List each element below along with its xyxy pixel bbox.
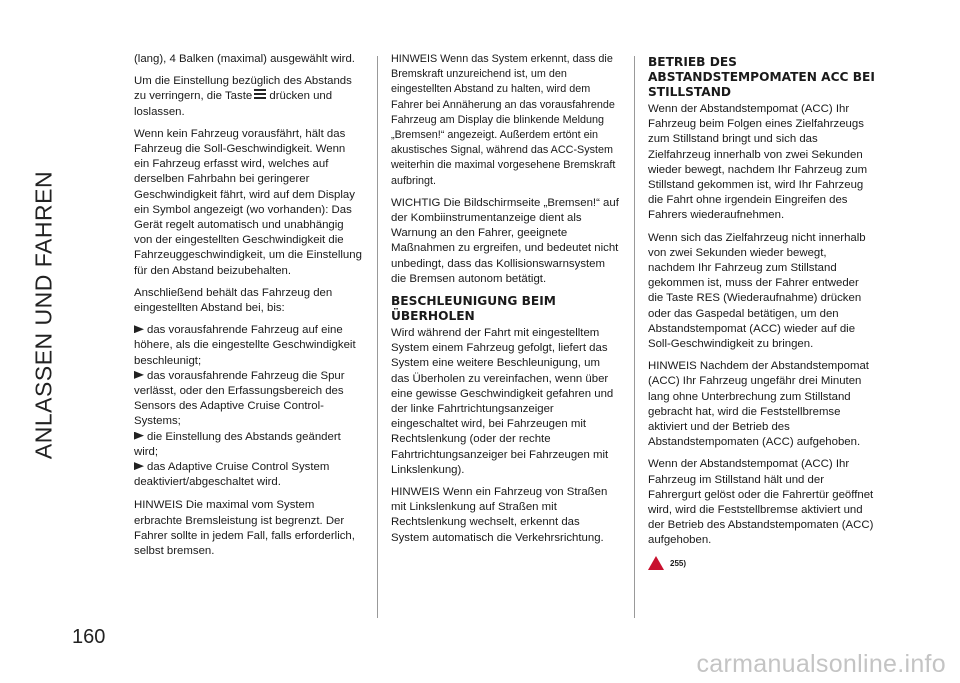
paragraph: Wird während der Fahrt mit eingestelltem System einem Fahrzeug gefolgt, liefert das System eine weitere Beschleunigung, um das Überholen zu vereinfachen, wenn über eine gewisse Geschwindigkeit gefahren und der linke Fahrtrichtungsanzeiger eingeschaltet wird, bei Fahrzeugen mit Rechtslenkung (oder der rechte Fahrtrichtungsanzeiger bei Fahrzeugen mit Linkslenkung). (391, 327, 614, 476)
column-left (134, 52, 362, 566)
list-item: das vorausfahrende Fahrzeug auf eine höhere, als die eingestellte Geschwindigkeit beschleunigt; (134, 324, 356, 367)
paragraph: Anschließend behält das Fahrzeug den eingestellten Abstand bei, bis: (134, 286, 333, 315)
section-heading: BETRIEB DES ABSTANDSTEMPOMATEN ACC BEI STILLSTAND (648, 55, 875, 99)
column-right (648, 52, 876, 571)
note-paragraph: HINWEIS Wenn ein Fahrzeug von Straßen mit Linkslenkung auf Straßen mit Rechtslenkung wechselt, erkennt das System automatisch die Verkehrsrichtung. (391, 486, 608, 544)
paragraph: Wenn der Abstandstempomat (ACC) Ihr Fahrzeug beim Folgen eines Zielfahrzeugs zum Stillstand bringt und sich das Zielfahrzeug innerhalb von zwei Sekunden wieder bewegt, nachdem Ihr Fahrzeug zum Stillstand gekommen ist, wird Ihr Fahrzeug die Fahrt ohne irgendein Eingreifen des Fahrers wiederaufnehmen. (648, 103, 868, 222)
paragraph: Wenn sich das Zielfahrzeug nicht innerhalb von zwei Sekunden wieder bewegt, nachdem Ihr Fahrzeug zum Stillstand gekommen ist, muss der Fahrer entweder die Taste RES (Wiederaufnahme) drücken oder das Gaspedal betätigen, um den Abstandstempomat (ACC) wieder auf die Soll-Geschwindigkeit zu bringen. (648, 231, 866, 351)
paragraph: Wenn kein Fahrzeug vorausfährt, hält das Fahrzeug die Soll-Geschwindigkeit. Wenn ein Fahrzeug erfasst wird, welches auf derselben Fahrbahn bei geringerer Geschwindigkeit fährt, wird auf dem Display ein Symbol angezeigt (wo vorhanden): Das Gerät regelt automatisch und unabhängig von der eingestellten Geschwindigkeit die Fahrzeuggeschwindigkeit, um die Einstellung für den Abstand beizubehalten. (134, 127, 362, 277)
triangle-bullet-icon (134, 462, 144, 470)
section-heading: BESCHLEUNIGUNG BEIM ÜBERHOLEN (391, 294, 556, 324)
note-paragraph: HINWEIS Die maximal vom System erbrachte Bremsleistung ist begrenzt. Der Fahrer sollte in jedem Fall, falls erforderlich, selbst bremsen. (134, 499, 355, 558)
paragraph: (lang), 4 Balken (maximal) ausgewählt wird. (134, 53, 355, 65)
list-item: das Adaptive Cruise Control System deaktiviert/abgeschaltet wird. (134, 461, 330, 489)
column-divider (634, 56, 635, 618)
column-middle (391, 52, 619, 553)
important-paragraph: WICHTIG Die Bildschirmseite „Bremsen!“ auf der Kombiinstrumentanzeige dient als Warnung an den Fahrer, geeignete Maßnahmen zu ergreifen, und bedeutet nicht unbedingt, dass das Kollisionswarnsystem die Bremsen autonom betätigt. (391, 196, 619, 285)
warning-reference (648, 556, 876, 571)
list-item: das vorausfahrende Fahrzeug die Spur verlässt, oder den Erfassungsbereich des Sensors des Adaptive Cruise Control-Systems; (134, 369, 345, 428)
warning-ref-number: 255) (670, 558, 687, 568)
triangle-bullet-icon (134, 432, 144, 440)
triangle-bullet-icon (134, 371, 144, 379)
watermark: carmanualsonline.info (696, 650, 946, 678)
page-number: 160 (72, 626, 106, 648)
paragraph: Um die Einstellung bezüglich des Abstands zu verringern, die Taste drücken und loslassen. (134, 75, 352, 118)
note-paragraph: HINWEIS Nachdem der Abstandstempomat (ACC) Ihr Fahrzeug ungefähr drei Minuten lang ohne Unterbrechung zum Stillstand gebracht hat, wird die Feststellbremse aktiviert und der Betrieb des Abstandstempomaten (ACC) aufgehoben. (648, 360, 869, 449)
list-item: die Einstellung des Abstands geändert wird; (134, 430, 341, 458)
warning-triangle-icon (648, 556, 664, 570)
triangle-bullet-icon (134, 325, 144, 333)
note-paragraph: HINWEIS Wenn das System erkennt, dass die Bremskraft unzureichend ist, um den eingestellten Abstand zu halten, wird dem Fahrer bei Annäherung an das vorausfahrende Fahrzeug am Display die blinkende Meldung „Bremsen!“ angezeigt. Außerdem ertönt ein akustisches Signal, während das ACC-System weiterhin die maximal vorgesehene Bremskraft aufbringt. (391, 53, 616, 187)
chapter-title-text: ANLASSEN UND FAHREN (30, 170, 57, 460)
paragraph: Wenn der Abstandstempomat (ACC) Ihr Fahrzeug im Stillstand hält und der Fahrergurt gelöst oder die Fahrertür geöffnet wird, wird die Feststellbremse aktiviert und der Betrieb des Abstandstempomaten (ACC) aufgehoben. (648, 458, 874, 547)
distance-button-icon (254, 89, 266, 100)
column-divider (377, 56, 378, 618)
